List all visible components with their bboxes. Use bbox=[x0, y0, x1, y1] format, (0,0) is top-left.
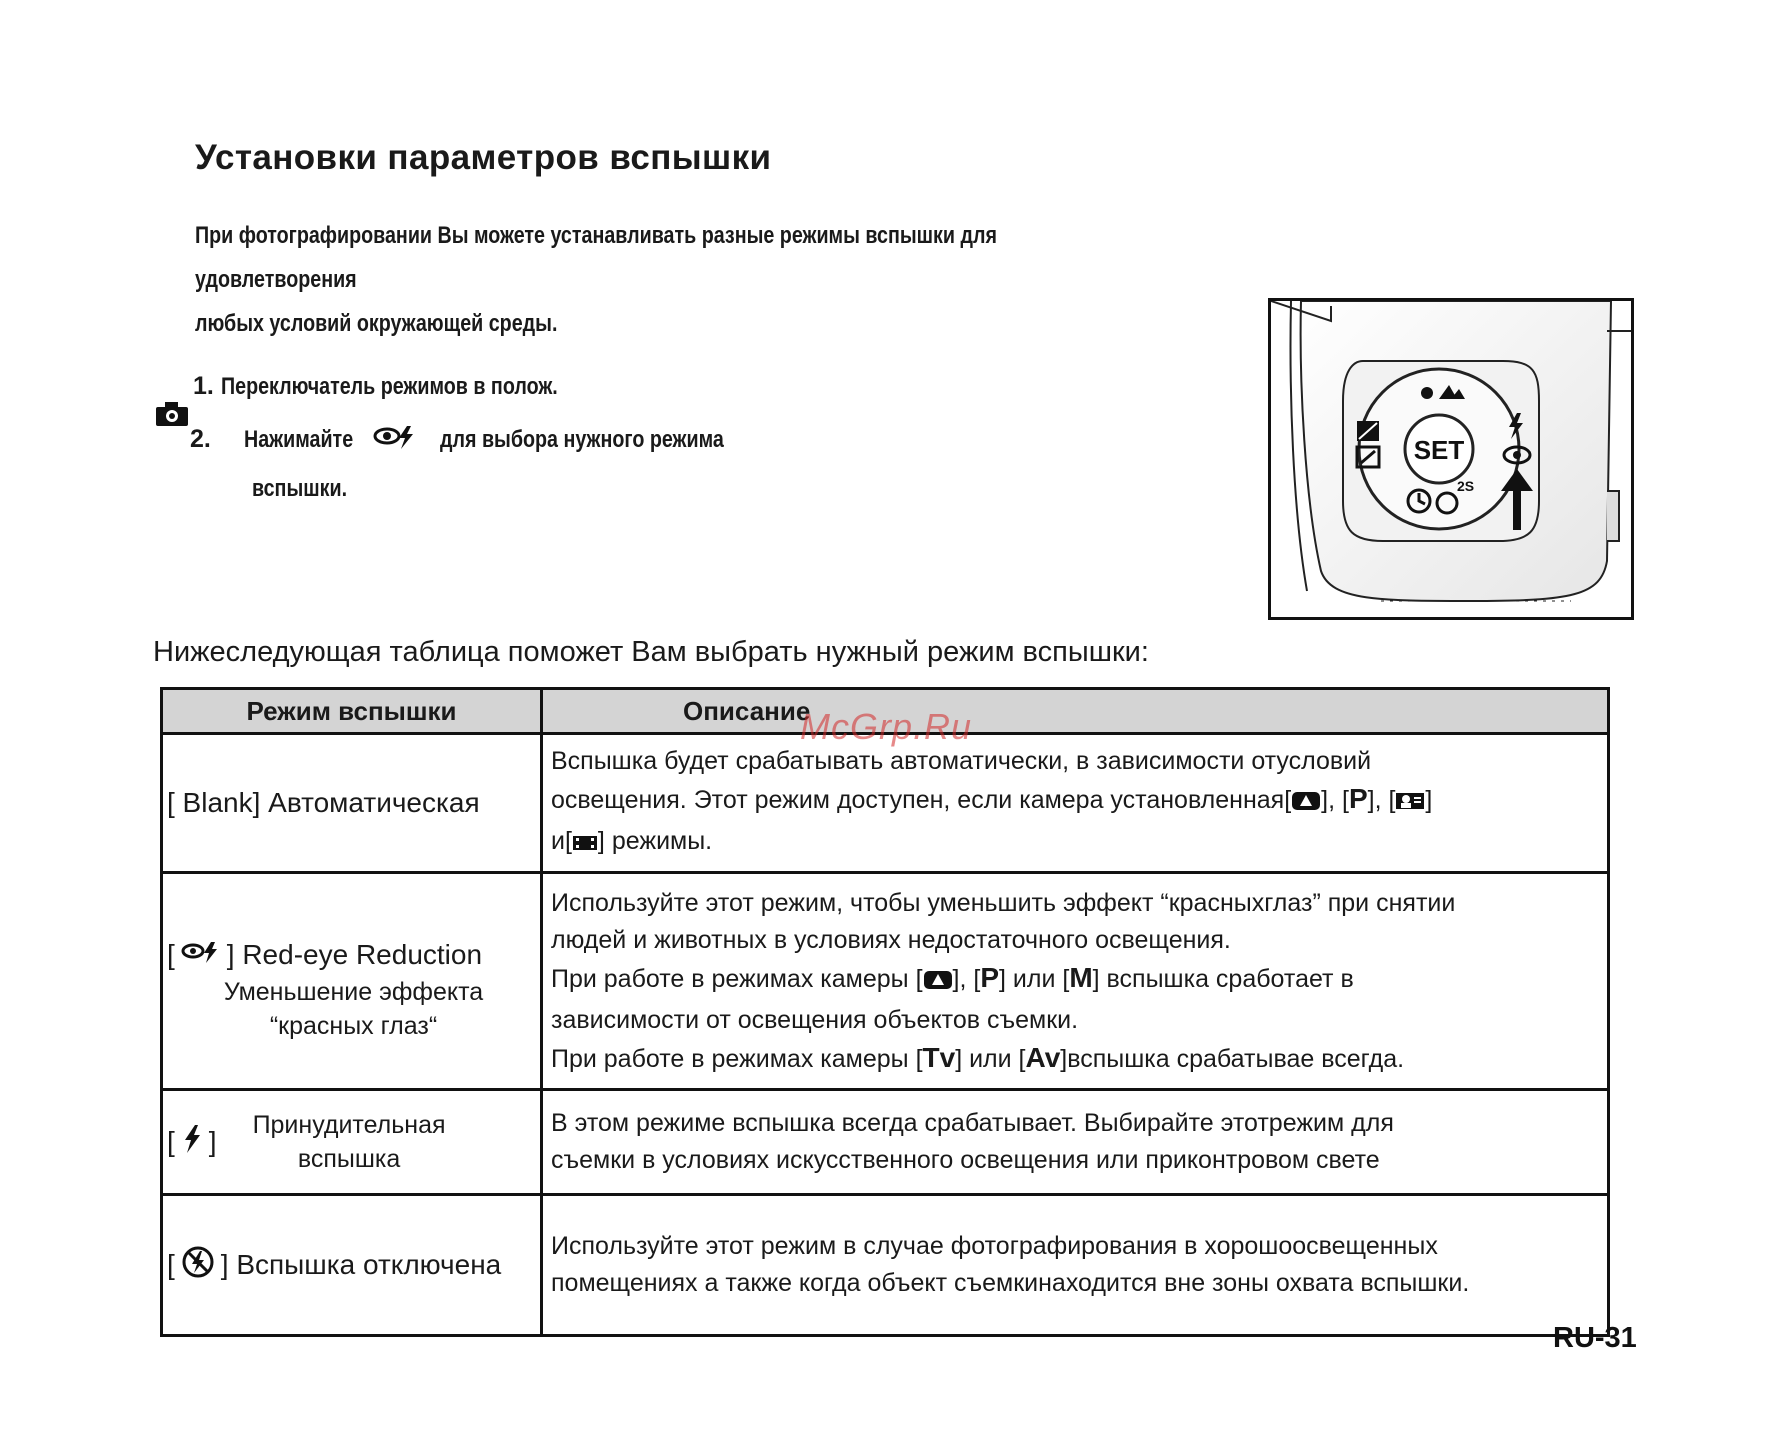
auto-mode-icon bbox=[923, 965, 953, 1002]
table-intro-text: Нижеследующая таблица поможет Вам выбрать нужный режим вспышки: bbox=[153, 636, 1149, 668]
desc-red-eye-line-3: При работе в режимах камеры [ ], [P] или [M] вспышка сработает в bbox=[551, 959, 1601, 1002]
exposure-icon bbox=[1357, 421, 1379, 441]
table-row bbox=[162, 734, 1609, 873]
step-2-number: 2. bbox=[190, 424, 211, 453]
flash-mode-table bbox=[160, 687, 1610, 1337]
mode-forced: [ ] Принудительная вспышка bbox=[162, 1090, 542, 1195]
flash-icon bbox=[181, 1124, 203, 1161]
mode-red-eye-sub-2: “красных глаз“ bbox=[269, 1012, 438, 1040]
movie-mode-icon bbox=[572, 827, 598, 864]
mode-forced-label-2: вспышка bbox=[297, 1145, 401, 1173]
timer-2s-label: 2S bbox=[1457, 478, 1475, 494]
mode-off: [ ] Вспышка отключена bbox=[162, 1195, 542, 1336]
flash-off-icon bbox=[181, 1245, 215, 1286]
auto-mode-icon bbox=[1291, 786, 1321, 823]
page-title: Установки параметров вспышки bbox=[195, 138, 772, 177]
red-eye-flash-icon bbox=[181, 940, 221, 971]
step-2-continuation bbox=[252, 475, 368, 503]
watermark: McGrp.Ru bbox=[800, 706, 973, 747]
intro-line-1: При фотографировании Вы можете устанавливать разные режимы вспышки для удовлетворения bbox=[195, 222, 997, 293]
step-2-text-after: для выбора нужного режима bbox=[439, 425, 724, 453]
header-description: Описание bbox=[542, 689, 1609, 734]
mode-off-label: ] Вспышка отключена bbox=[220, 1249, 502, 1280]
step-1-number: 1. bbox=[193, 372, 214, 400]
desc-red-eye-line-2: людей и животных в условиях недостаточного освещения. bbox=[551, 925, 1231, 954]
desc-auto-line-1: Вспышка будет срабатывать автоматически, в зависимости отусловий bbox=[551, 746, 1372, 775]
desc-red-eye bbox=[542, 873, 1609, 1090]
portrait-mode-icon bbox=[1395, 786, 1425, 823]
desc-red-eye-line-1: Используйте этот режим, чтобы уменьшить эффект “красныхглаз” при снятии bbox=[551, 888, 1456, 917]
desc-auto-line-3: и[ ] режимы. bbox=[551, 823, 1601, 864]
m-mode-key: M bbox=[1069, 961, 1093, 993]
desc-auto-line-2: освещения. Этот режим доступен, если камера установленная[ ], [P], [ ] bbox=[551, 780, 1601, 823]
desc-red-eye-line-4: зависимости от освещения объектов съемки. bbox=[551, 1005, 1079, 1034]
page-number: RU-31 bbox=[1553, 1322, 1637, 1354]
desc-off bbox=[542, 1195, 1609, 1336]
tv-mode-key: Tv bbox=[922, 1041, 956, 1073]
desc-off-line-1: Используйте этот режим в случае фотографирования в хорошоосвещенных bbox=[551, 1232, 1438, 1260]
step-2-text-before: Нажимайте bbox=[243, 425, 353, 453]
step-2-text-cont: вспышки. bbox=[252, 475, 348, 502]
intro-paragraph bbox=[195, 214, 1048, 346]
mode-auto bbox=[162, 734, 542, 873]
camera-dial-illustration bbox=[1268, 298, 1634, 620]
desc-forced-line-2: съемки в условиях искусственного освещения или приконтровом свете bbox=[551, 1146, 1380, 1174]
mode-red-eye-sub-1: Уменьшение эффекта bbox=[223, 978, 484, 1006]
desc-red-eye-line-5: При работе в режимах камеры [Tv] или [Av]вспышка срабатывае всегда. bbox=[551, 1041, 1405, 1073]
table-row bbox=[162, 1090, 1609, 1195]
intro-line-2: любых условий окружающей среды. bbox=[195, 310, 558, 337]
table-row bbox=[162, 1195, 1609, 1336]
mode-red-eye: [ ] Red-eye Reduction Уменьшение эффекта “красных глаз“ bbox=[162, 873, 542, 1090]
set-button-label: SET bbox=[1413, 435, 1465, 465]
desc-off-line-2: помещениях а также когда объект съемкинаходится вне зоны охвата вспышки. bbox=[551, 1269, 1470, 1297]
step-2 bbox=[190, 424, 786, 457]
table-row bbox=[162, 873, 1609, 1090]
desc-auto bbox=[542, 734, 1609, 873]
red-eye-flash-icon bbox=[373, 424, 419, 457]
camera-mode-icon bbox=[155, 401, 189, 434]
mode-forced-label-1: Принудительная bbox=[252, 1111, 446, 1139]
desc-forced-line-1: В этом режиме вспышка всегда срабатывает. Выбирайте этотрежим для bbox=[551, 1109, 1394, 1137]
mode-red-eye-label: ] Red-eye Reduction bbox=[226, 939, 483, 970]
mode-auto-label: [ Blank] Автоматическая bbox=[167, 787, 480, 818]
av-mode-key: Av bbox=[1025, 1041, 1061, 1073]
p-mode-key: P bbox=[1348, 782, 1368, 814]
p-mode-key: P bbox=[980, 961, 999, 993]
header-mode: Режим вспышки bbox=[162, 689, 542, 734]
desc-forced bbox=[542, 1090, 1609, 1195]
step-1-text: Переключатель режимов в полож. bbox=[220, 373, 558, 400]
